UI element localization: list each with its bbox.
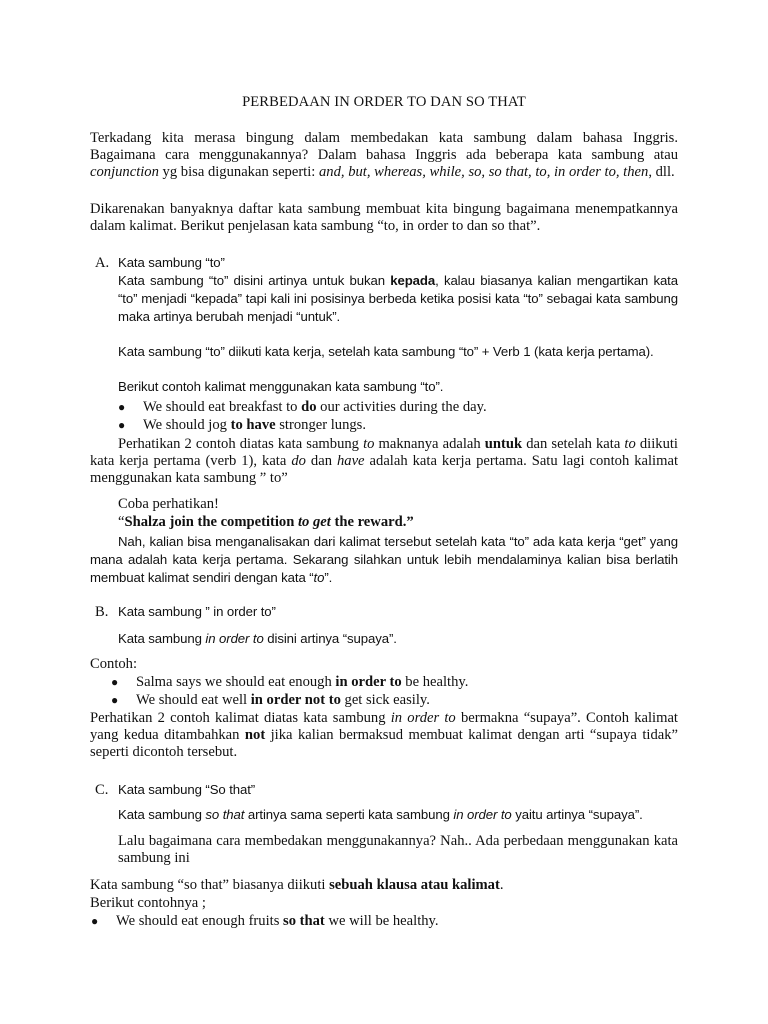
- section-a-paragraph-4: [90, 436, 678, 487]
- paragraph-text: maknanya adalah: [374, 436, 485, 452]
- section-b-paragraph-2: [90, 710, 678, 761]
- section-c-paragraph-2: Lalu bagaimana cara membedakan menggunakannya? Nah.. Ada perbedaan menggunakan kata sambung ini: [118, 833, 678, 866]
- document-title: PERBEDAAN IN ORDER TO DAN SO THAT: [242, 94, 526, 110]
- list-item: [111, 674, 469, 691]
- intro-text: , dll.: [648, 164, 675, 180]
- section-title: Kata sambung ” in order to”: [118, 604, 276, 619]
- section-a-paragraph-6: [90, 533, 678, 587]
- section-c-paragraph-1: [118, 806, 643, 823]
- paragraph-text: Perhatikan 2 contoh diatas kata sambung: [118, 436, 364, 452]
- bullet-icon: ●: [118, 418, 126, 432]
- bullet-icon: ●: [91, 914, 99, 928]
- quote-mark: “: [118, 514, 125, 530]
- bullet-bold: to have: [230, 417, 276, 433]
- intro-italic: and, but, whereas, while, so, so that, to, in order to, then: [319, 164, 649, 180]
- section-letter: A.: [95, 255, 110, 271]
- paragraph-italic: to: [313, 570, 325, 585]
- section-c-paragraph-4: Berikut contohnya ;: [90, 895, 206, 911]
- section-letter: C.: [95, 782, 109, 798]
- section-a-heading: [95, 254, 225, 272]
- paragraph-italic: in order to: [453, 807, 512, 822]
- intro-paragraph-2: Dikarenakan banyaknya daftar kata sambung membuat kita bingung bagaimana menempatkannya dalam kalimat. Berikut penjelasan kata sambung “to, in order to dan so that”.: [90, 201, 678, 234]
- paragraph-italic: in order to: [205, 631, 264, 646]
- section-title: Kata sambung “So that”: [118, 782, 256, 797]
- bullet-bold: so that: [283, 913, 325, 929]
- paragraph-text: Perhatikan 2 contoh kalimat diatas kata sambung: [90, 710, 391, 726]
- bullet-text: we will be healthy.: [324, 913, 439, 929]
- bullet-icon: ●: [111, 675, 119, 689]
- paragraph-bold: not: [244, 727, 266, 743]
- bullet-bold: in order to: [335, 674, 402, 690]
- paragraph-italic: have: [336, 453, 365, 469]
- paragraph-text: diikuti kata kerja pertama (verb 1), kata: [90, 436, 678, 469]
- paragraph-italic: to: [363, 436, 375, 452]
- bullet-bold: do: [301, 399, 317, 415]
- section-letter: B.: [95, 604, 109, 620]
- example-bold: Shalza join the competition: [124, 514, 298, 530]
- section-a-paragraph-5: Coba perhatikan!: [118, 496, 219, 512]
- section-c-heading: [95, 781, 255, 799]
- bullet-text: stronger lungs.: [275, 417, 367, 433]
- bullet-text: We should eat enough fruits: [116, 913, 284, 929]
- intro-text: yg bisa digunakan seperti:: [158, 164, 319, 180]
- paragraph-text: , kalau biasanya kalian mengartikan kata “to” menjadi “kepada” tapi kali ini posisinya berbeda ketika posisi kata “to” sebagai kata sambung maka artinya berubah menjadi “untuk”.: [118, 273, 678, 324]
- section-a-example-sentence: [118, 514, 414, 531]
- paragraph-text: artinya sama seperti kata sambung: [244, 807, 454, 822]
- bullet-text: our activities during the day.: [316, 399, 487, 415]
- paragraph-text: Nah, kalian bisa menganalisakan dari kalimat tersebut setelah kata “to” ada kata kerja “get” yang mana adalah kata kerja pertama. Sekarang silahkan untuk lebih mendalaminya kalian bisa berlatih membuat kalimat sendiri dengan kata “: [90, 534, 678, 585]
- paragraph-text: bermakna “supaya”. Contoh kalimat yang kedua ditambahkan: [90, 710, 678, 743]
- intro-italic: conjunction: [90, 164, 159, 180]
- list-item: [111, 692, 430, 709]
- paragraph-text: Kata sambung “to” disini artinya untuk bukan: [118, 273, 391, 288]
- paragraph-text: adalah kata kerja pertama. Satu lagi contoh kalimat menggunakan kata sambung ” to”: [90, 453, 678, 486]
- paragraph-text: Kata sambung: [118, 807, 206, 822]
- paragraph-italic: in order to: [390, 710, 456, 726]
- paragraph-bold: kepada: [390, 273, 436, 288]
- bullet-bold: in order not to: [250, 692, 341, 708]
- paragraph-text: dan: [305, 453, 337, 469]
- section-a-paragraph-1: [118, 272, 678, 326]
- paragraph-text: disini artinya “supaya”.: [263, 631, 397, 646]
- paragraph-text: yaitu artinya “supaya”.: [511, 807, 643, 822]
- section-b-paragraph-1: [118, 630, 397, 647]
- paragraph-bold: untuk: [484, 436, 523, 452]
- section-c-paragraph-3: [90, 877, 504, 894]
- paragraph-italic: to: [624, 436, 636, 452]
- paragraph-text: Kata sambung: [118, 631, 206, 646]
- paragraph-text: .: [499, 877, 504, 893]
- list-item: [118, 417, 367, 434]
- bullet-text: We should eat well: [136, 692, 251, 708]
- paragraph-text: jika kalian bermaksud membuat kalimat dengan arti “supaya tidak” seperti dicontoh tersebut.: [90, 727, 678, 760]
- bullet-text: Salma says we should eat enough: [136, 674, 336, 690]
- intro-text: Terkadang kita merasa bingung dalam membedakan kata sambung dalam bahasa Inggris. Bagaimana cara menggunakannya? Dalam bahasa Inggris ada beberapa kata sambung atau: [90, 130, 678, 163]
- bullet-text: We should eat breakfast to: [143, 399, 302, 415]
- paragraph-text: dan setelah kata: [522, 436, 625, 452]
- paragraph-text: Kata sambung “so that” biasanya diikuti: [90, 877, 330, 893]
- bullet-text: get sick easily.: [340, 692, 430, 708]
- list-item: [118, 399, 487, 416]
- paragraph-italic: so that: [205, 807, 245, 822]
- bullet-icon: ●: [111, 693, 119, 707]
- paragraph-bold: sebuah klausa atau kalimat: [329, 877, 500, 893]
- section-title: Kata sambung “to”: [118, 255, 225, 270]
- section-a-paragraph-2: Kata sambung “to” diikuti kata kerja, setelah kata sambung “to” + Verb 1 (kata kerja pertama).: [118, 344, 654, 359]
- intro-paragraph-1: [90, 130, 678, 181]
- section-b-heading: [95, 603, 276, 621]
- bullet-icon: ●: [118, 400, 126, 414]
- list-item: [91, 913, 439, 930]
- paragraph-text: ”.: [324, 570, 333, 585]
- example-bold: the reward.”: [330, 514, 414, 530]
- section-a-paragraph-3: Berikut contoh kalimat menggunakan kata sambung “to”.: [118, 379, 444, 394]
- paragraph-italic: do: [291, 453, 306, 469]
- example-bold-italic: to get: [298, 514, 331, 530]
- bullet-text: We should jog: [143, 417, 231, 433]
- section-b-contoh-label: Contoh:: [90, 656, 138, 672]
- bullet-text: be healthy.: [401, 674, 469, 690]
